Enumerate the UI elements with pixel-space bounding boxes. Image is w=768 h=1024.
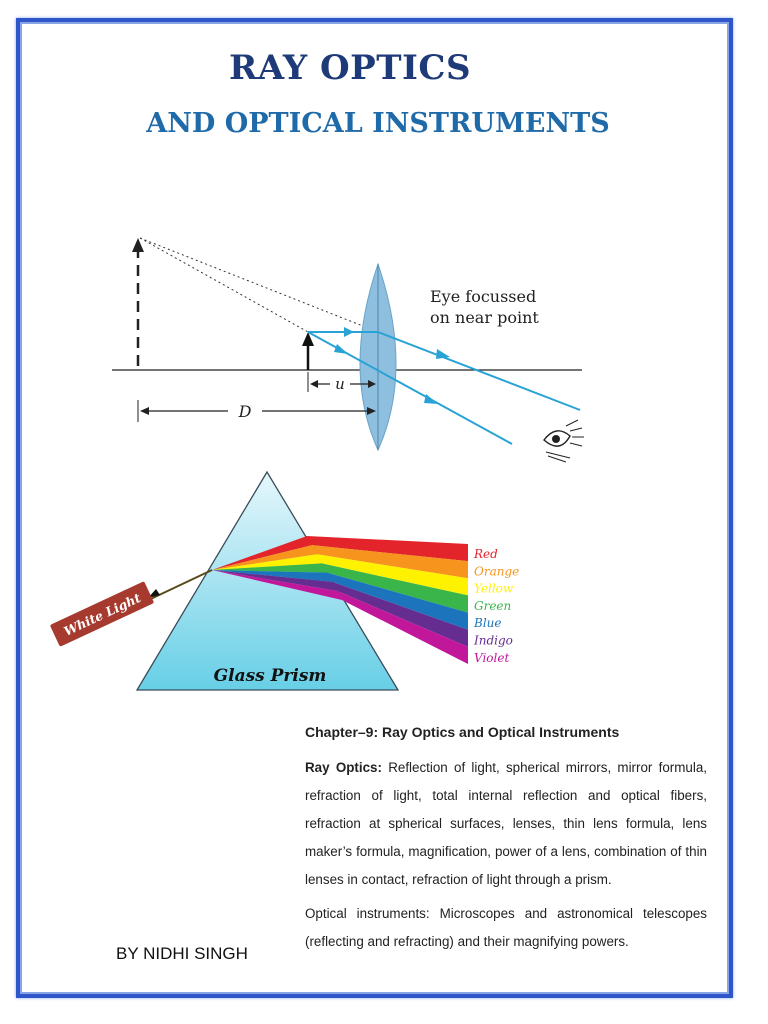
chapter-heading: Chapter–9: Ray Optics and Optical Instruments: [305, 724, 620, 740]
ray-optics-text: Reflection of light, spherical mirrors, mirror formula, refraction of light, total internal reflection and optical fibers, refraction at spherical surfaces, lenses, thin lens formula, lens maker’s formula, magnification, power of a lens, combination of thin lenses in contact, refraction of light through a prism.: [305, 760, 707, 887]
d-label: D: [238, 402, 252, 421]
u-label: u: [335, 375, 345, 393]
spectrum-label-green: Green: [474, 598, 512, 613]
page-subtitle: AND OPTICAL INSTRUMENTS: [146, 108, 610, 139]
eye-label-line1: Eye focussed: [430, 287, 537, 306]
spectrum-label-yellow: Yellow: [474, 581, 514, 596]
spectrum-label-red: Red: [474, 547, 498, 561]
instruments-paragraph: Optical instruments: Microscopes and astronomical telescopes (reflecting and refracting) and their magnifying powers.: [305, 906, 707, 949]
glass-prism-label: Glass Prism: [213, 666, 327, 686]
author-credit: BY NIDHI SINGH: [116, 944, 248, 963]
eye-label-line2: on near point: [430, 308, 539, 327]
ray-optics-paragraph: [305, 754, 707, 894]
spectrum-label-orange: Orange: [474, 564, 520, 579]
syllabus-block: [305, 718, 707, 956]
spectrum-labels: [473, 547, 519, 665]
spectrum-label-blue: Blue: [474, 616, 502, 631]
spectrum-label-indigo: Indigo: [474, 633, 513, 648]
ray-optics-label: Ray Optics:: [305, 760, 382, 775]
page-title: RAY OPTICS: [228, 48, 472, 88]
spectrum-label-violet: Violet: [474, 650, 510, 665]
white-light-label: White Light: [61, 590, 144, 639]
